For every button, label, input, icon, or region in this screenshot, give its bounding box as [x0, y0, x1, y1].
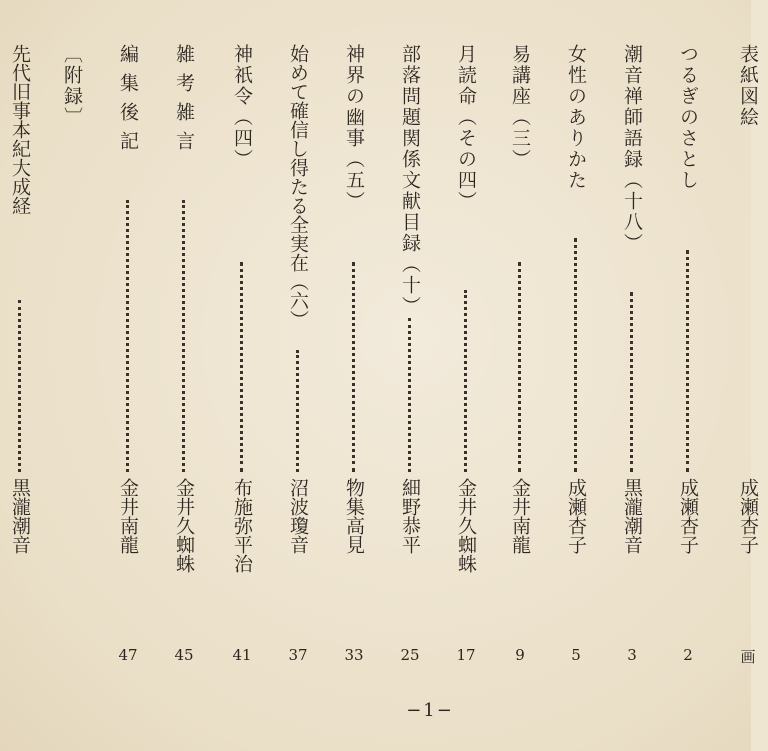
leader-dots — [464, 290, 467, 472]
entry-page-number: 45 — [174, 646, 194, 664]
toc-entry — [556, 0, 596, 720]
appendix-heading: 〔附録〕 — [61, 44, 83, 128]
entry-author: 成瀬杏子 — [677, 478, 699, 554]
toc-entry — [728, 0, 768, 720]
entry-author: 金井久蜘蛛 — [173, 478, 195, 573]
entry-page-number: 41 — [232, 646, 252, 664]
entry-page-number: 33 — [344, 646, 364, 664]
leader-dots — [240, 262, 243, 472]
toc-entry — [446, 0, 486, 720]
entry-author: 金井南龍 — [509, 478, 531, 554]
leader-dots — [686, 250, 689, 472]
entry-title: 表紙図絵 — [737, 44, 759, 128]
entry-page-number: 17 — [456, 646, 476, 664]
entry-page-number: 9 — [515, 646, 525, 664]
entry-author: 細野恭平 — [399, 478, 421, 554]
entry-page-number: 47 — [118, 646, 138, 664]
leader-dots — [518, 262, 521, 472]
leader-dots — [182, 200, 185, 472]
toc-entry — [668, 0, 708, 720]
entry-title: 女性のありかた — [565, 44, 587, 191]
entry-title: 先代旧事本紀大成経 — [9, 44, 31, 215]
leader-dots — [352, 262, 355, 472]
leader-dots — [126, 200, 129, 472]
leader-dots — [574, 238, 577, 472]
entry-title: つるぎのさとし — [677, 44, 699, 191]
leader-dots — [408, 318, 411, 472]
leader-dots — [296, 350, 299, 472]
page-footer-number: −1− — [406, 700, 454, 721]
toc-entry — [222, 0, 262, 720]
toc-entry — [390, 0, 430, 720]
entry-author: 成瀬杏子 — [565, 478, 587, 554]
entry-title: 神祇令（四） — [231, 44, 253, 170]
toc-entry — [500, 0, 540, 720]
entry-title: 潮音禅師語録（十八） — [621, 44, 643, 254]
entry-page-number: 2 — [683, 646, 693, 664]
entry-title: 始めて確信し得たる全実在（六） — [287, 44, 309, 329]
entry-page-number: 3 — [627, 646, 637, 664]
toc-entry — [612, 0, 652, 720]
entry-page-number: 25 — [400, 646, 420, 664]
toc-entry — [0, 0, 40, 720]
entry-title: 雑考雑言 — [173, 44, 195, 160]
entry-page-number: 5 — [571, 646, 581, 664]
leader-dots — [630, 292, 633, 472]
toc-entry — [334, 0, 374, 720]
toc-entry — [108, 0, 148, 720]
leader-dots — [18, 300, 21, 472]
entry-author: 黒瀧潮音 — [9, 478, 31, 554]
entry-page-number: 画 — [740, 648, 756, 666]
entry-title: 編集後記 — [117, 44, 139, 160]
entry-page-number: 37 — [288, 646, 308, 664]
entry-title: 易講座（三） — [509, 44, 531, 170]
entry-author: 黒瀧潮音 — [621, 478, 643, 554]
entry-author: 沼波瓊音 — [287, 478, 309, 554]
entry-author: 金井南龍 — [117, 478, 139, 554]
entry-title: 神界の幽事（五） — [343, 44, 365, 212]
entry-author: 物集高見 — [343, 478, 365, 554]
toc-entry — [164, 0, 204, 720]
entry-author: 布施弥平治 — [231, 478, 253, 573]
toc-entry — [52, 0, 92, 720]
entry-author: 金井久蜘蛛 — [455, 478, 477, 573]
entry-title: 月読命（その四） — [455, 44, 477, 212]
entry-author: 成瀬杏子 — [737, 478, 759, 554]
toc-entry — [278, 0, 318, 720]
entry-title: 部落問題関係文献目録（十） — [399, 44, 421, 317]
